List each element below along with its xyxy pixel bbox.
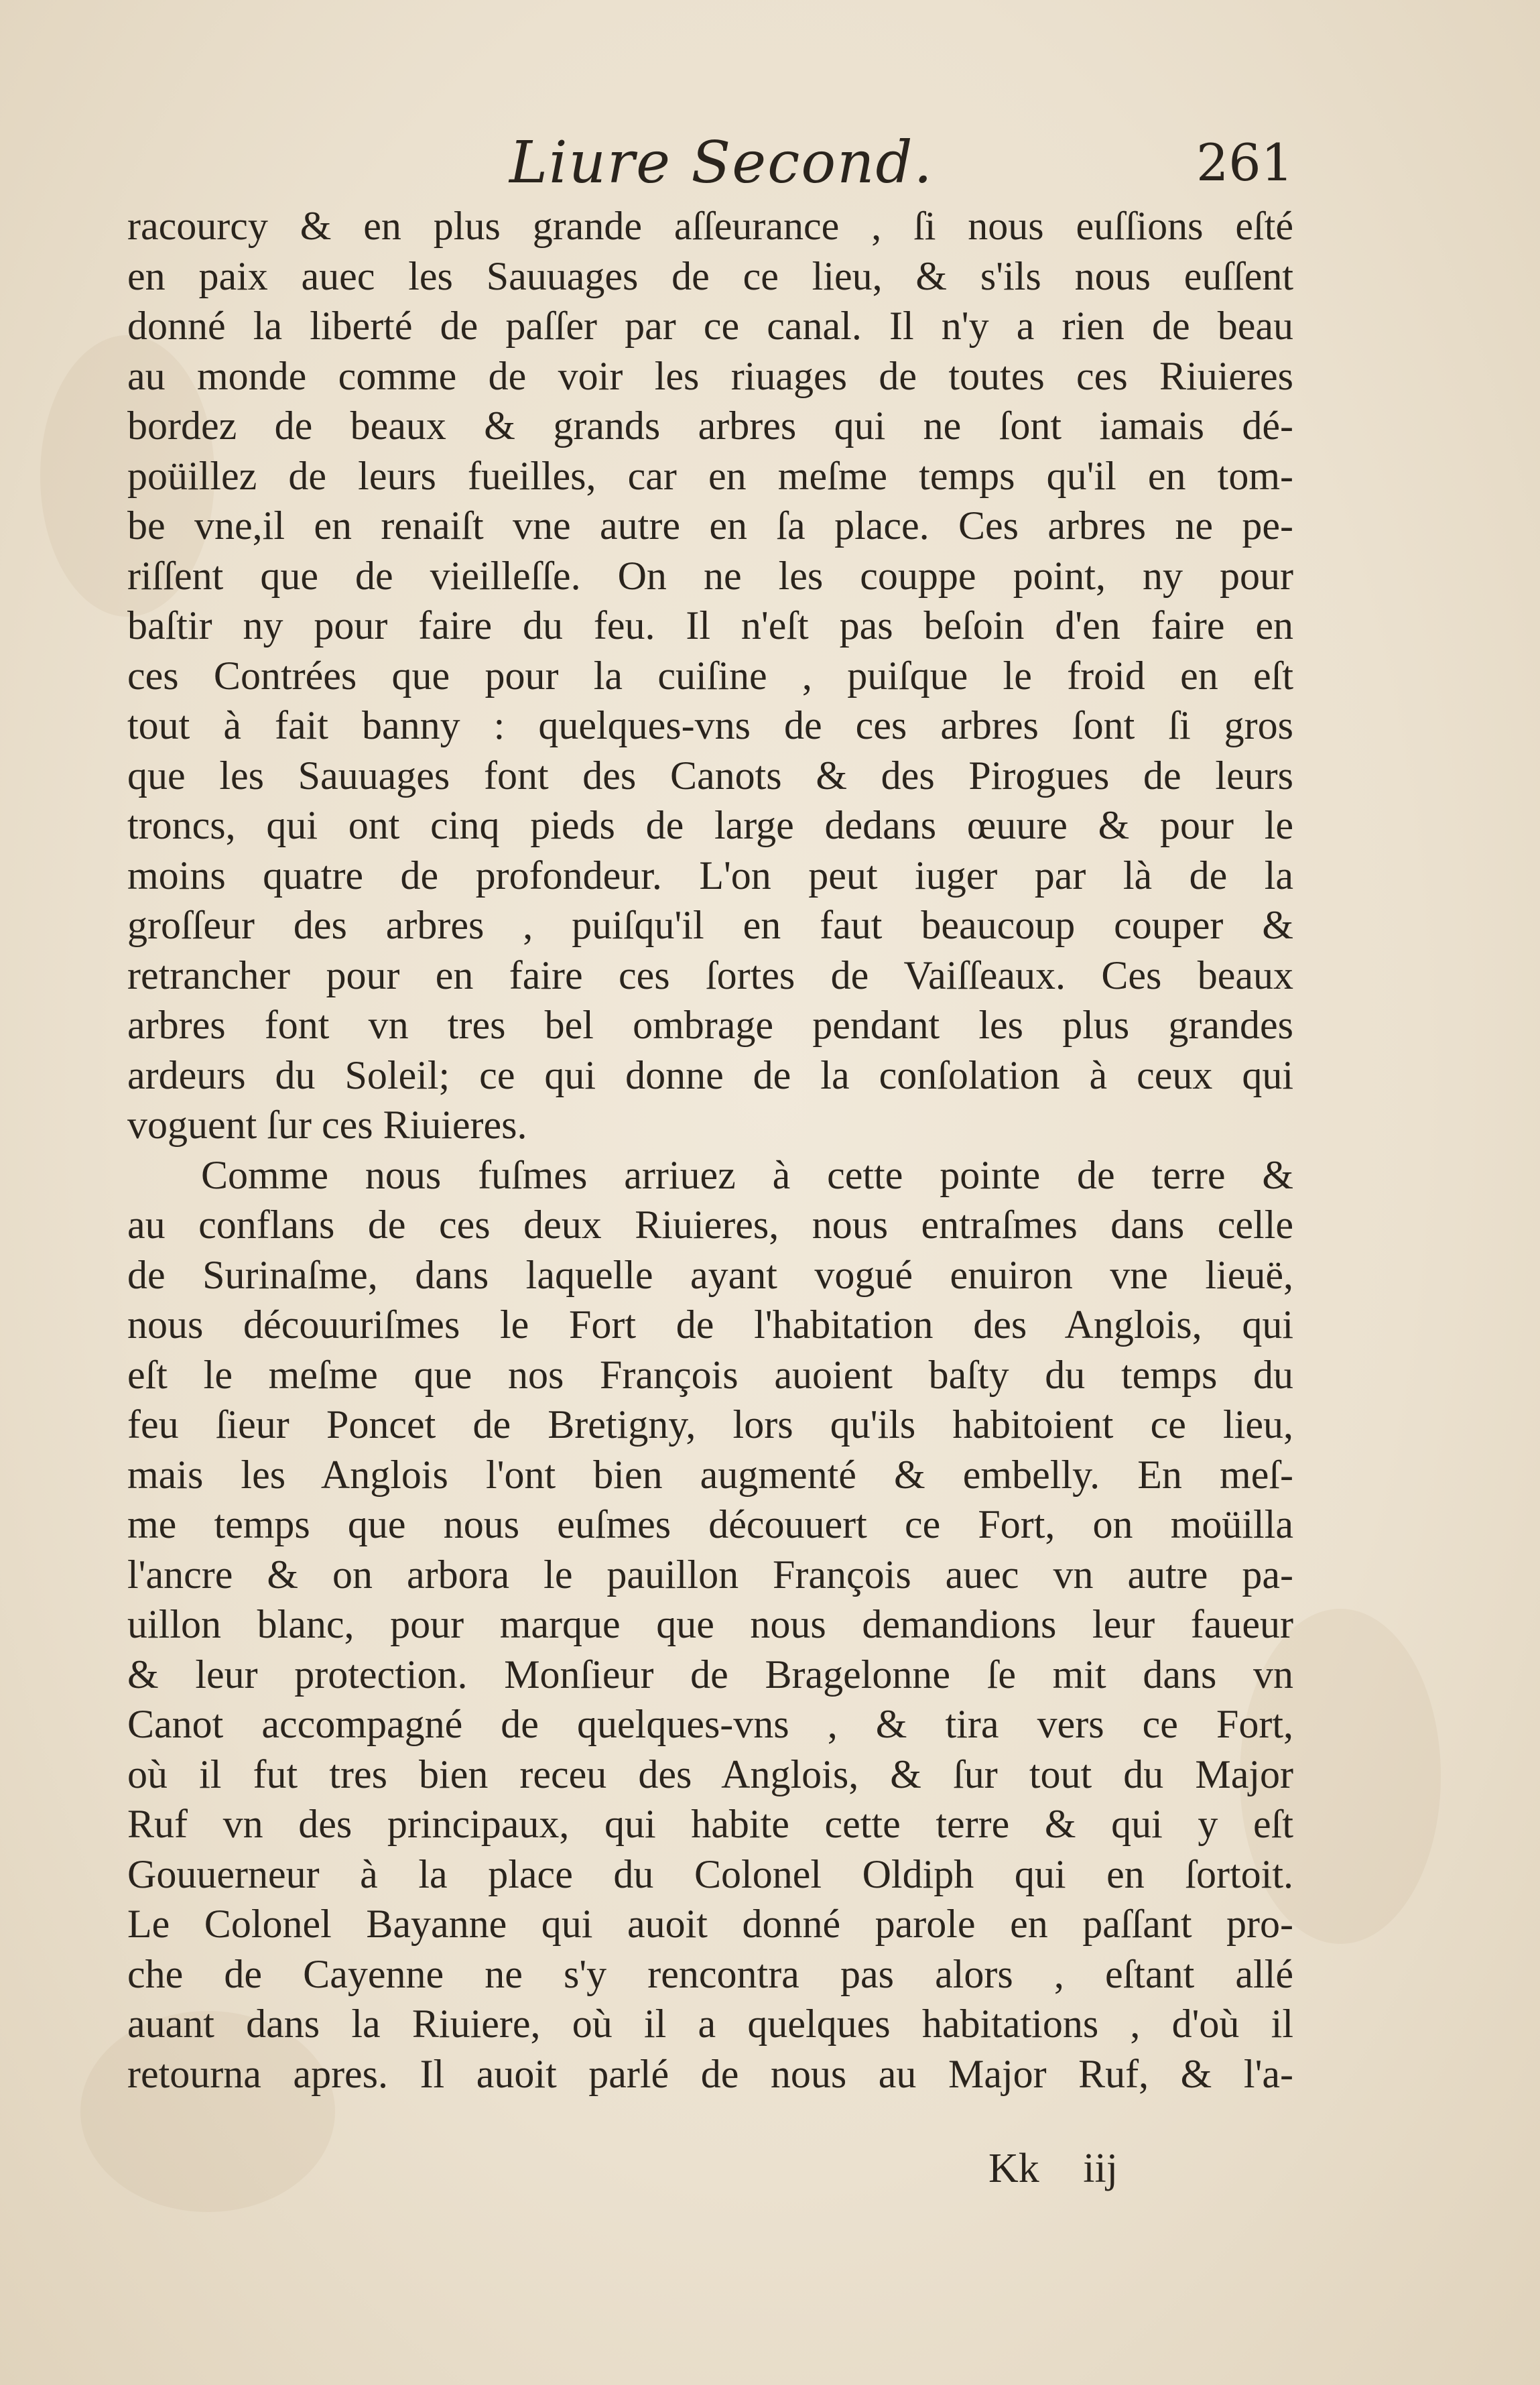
text-line: auant dans la Riuiere, où il a quelques habitations , d'où il [127, 2002, 1293, 2046]
text-line: feu ſieur Poncet de Bretigny, lors qu'ils habitoient ce lieu, [127, 1402, 1293, 1447]
text-line: au monde comme de voir les riuages de toutes ces Riuieres [127, 353, 1293, 398]
text-line: troncs, qui ont cinq pieds de large dedans œuure & pour le [127, 803, 1293, 847]
text-line: retrancher pour en faire ces ſortes de Vaiſſeaux. Ces beaux [127, 953, 1293, 997]
paragraph-end-line: voguent ſur ces Riuieres. [127, 1103, 527, 1147]
page-number: 261 [1196, 133, 1293, 192]
running-title: Liure Second. [509, 129, 934, 196]
text-line: l'ancre & on arbora le pauillon François auec vn autre pa- [127, 1552, 1293, 1597]
text-line: poüillez de leurs fueilles, car en meſme temps qu'il en tom- [127, 453, 1293, 498]
text-line: ardeurs du Soleil; ce qui donne de la conſolation à ceux qui [127, 1052, 1293, 1097]
text-line: mais les Anglois l'ont bien augmenté & embelly. En meſ- [127, 1452, 1293, 1497]
text-line: nous découuriſmes le Fort de l'habitation des Anglois, qui [127, 1302, 1293, 1347]
text-line: ces Contrées que pour la cuiſine , puiſque le froid en eſt [127, 653, 1293, 698]
text-line: & leur protection. Monſieur de Bragelonne ſe mit dans vn [127, 1652, 1293, 1697]
text-line: che de Cayenne ne s'y rencontra pas alors , eſtant allé [127, 1951, 1293, 1996]
signature-letters: Kk [988, 2146, 1039, 2191]
running-head [509, 119, 1334, 206]
text-line: Le Colonel Bayanne qui auoit donné parole en paſſant pro- [127, 1902, 1293, 1946]
text-line: de Surinaſme, dans laquelle ayant vogué enuiron vne lieuë, [127, 1252, 1293, 1297]
signature-number: iij [1083, 2146, 1118, 2191]
text-line: arbres font vn tres bel ombrage pendant les plus grandes [127, 1003, 1293, 1047]
text-line: Ruf vn des principaux, qui habite cette terre & qui y eſt [127, 1802, 1293, 1846]
text-line: racourcy & en plus grande aſſeurance , ſi nous euſſions eſté [127, 204, 1293, 248]
text-line: groſſeur des arbres , puiſqu'il en faut beaucoup couper & [127, 903, 1293, 947]
paragraph-start-line: Comme nous fuſmes arriuez à cette pointe de terre & [201, 1152, 1293, 1197]
text-line: que les Sauuages font des Canots & des Pirogues de leurs [127, 753, 1293, 798]
text-line: au conflans de ces deux Riuieres, nous entraſmes dans celle [127, 1203, 1293, 1247]
text-line: baſtir ny pour faire du feu. Il n'eſt pas beſoin d'en faire en [127, 603, 1293, 648]
text-line: moins quatre de profondeur. L'on peut iuger par là de la [127, 853, 1293, 898]
text-line: Canot accompagné de quelques-vns , & tira vers ce Fort, [127, 1702, 1293, 1746]
text-line: en paix auec les Sauuages de ce lieu, & s'ils nous euſſent [127, 253, 1293, 298]
text-line: me temps que nous euſmes découuert ce Fort, on moüilla [127, 1502, 1293, 1546]
text-line: où il fut tres bien receu des Anglois, & ſur tout du Major [127, 1752, 1293, 1796]
text-line: riſſent que de vieilleſſe. On ne les couppe point, ny pour [127, 553, 1293, 598]
text-line: donné la liberté de paſſer par ce canal. Il n'y a rien de beau [127, 304, 1293, 348]
text-line: uillon blanc, pour marque que nous demandions leur faueur [127, 1602, 1293, 1646]
body-text [127, 201, 1293, 2099]
text-line: eſt le meſme que nos François auoient baſty du temps du [127, 1352, 1293, 1397]
text-line: retourna apres. Il auoit parlé de nous au Major Ruf, & l'a- [127, 2051, 1293, 2096]
text-line: bordez de beaux & grands arbres qui ne ſont iamais dé- [127, 404, 1293, 448]
signature-mark [988, 2142, 1118, 2195]
text-line: Gouuerneur à la place du Colonel Oldiph qui en ſortoit. [127, 1851, 1293, 1896]
text-line: tout à fait banny : quelques-vns de ces arbres ſont ſi gros [127, 703, 1293, 747]
text-line: be vne,il en renaiſt vne autre en ſa place. Ces arbres ne pe- [127, 503, 1293, 548]
